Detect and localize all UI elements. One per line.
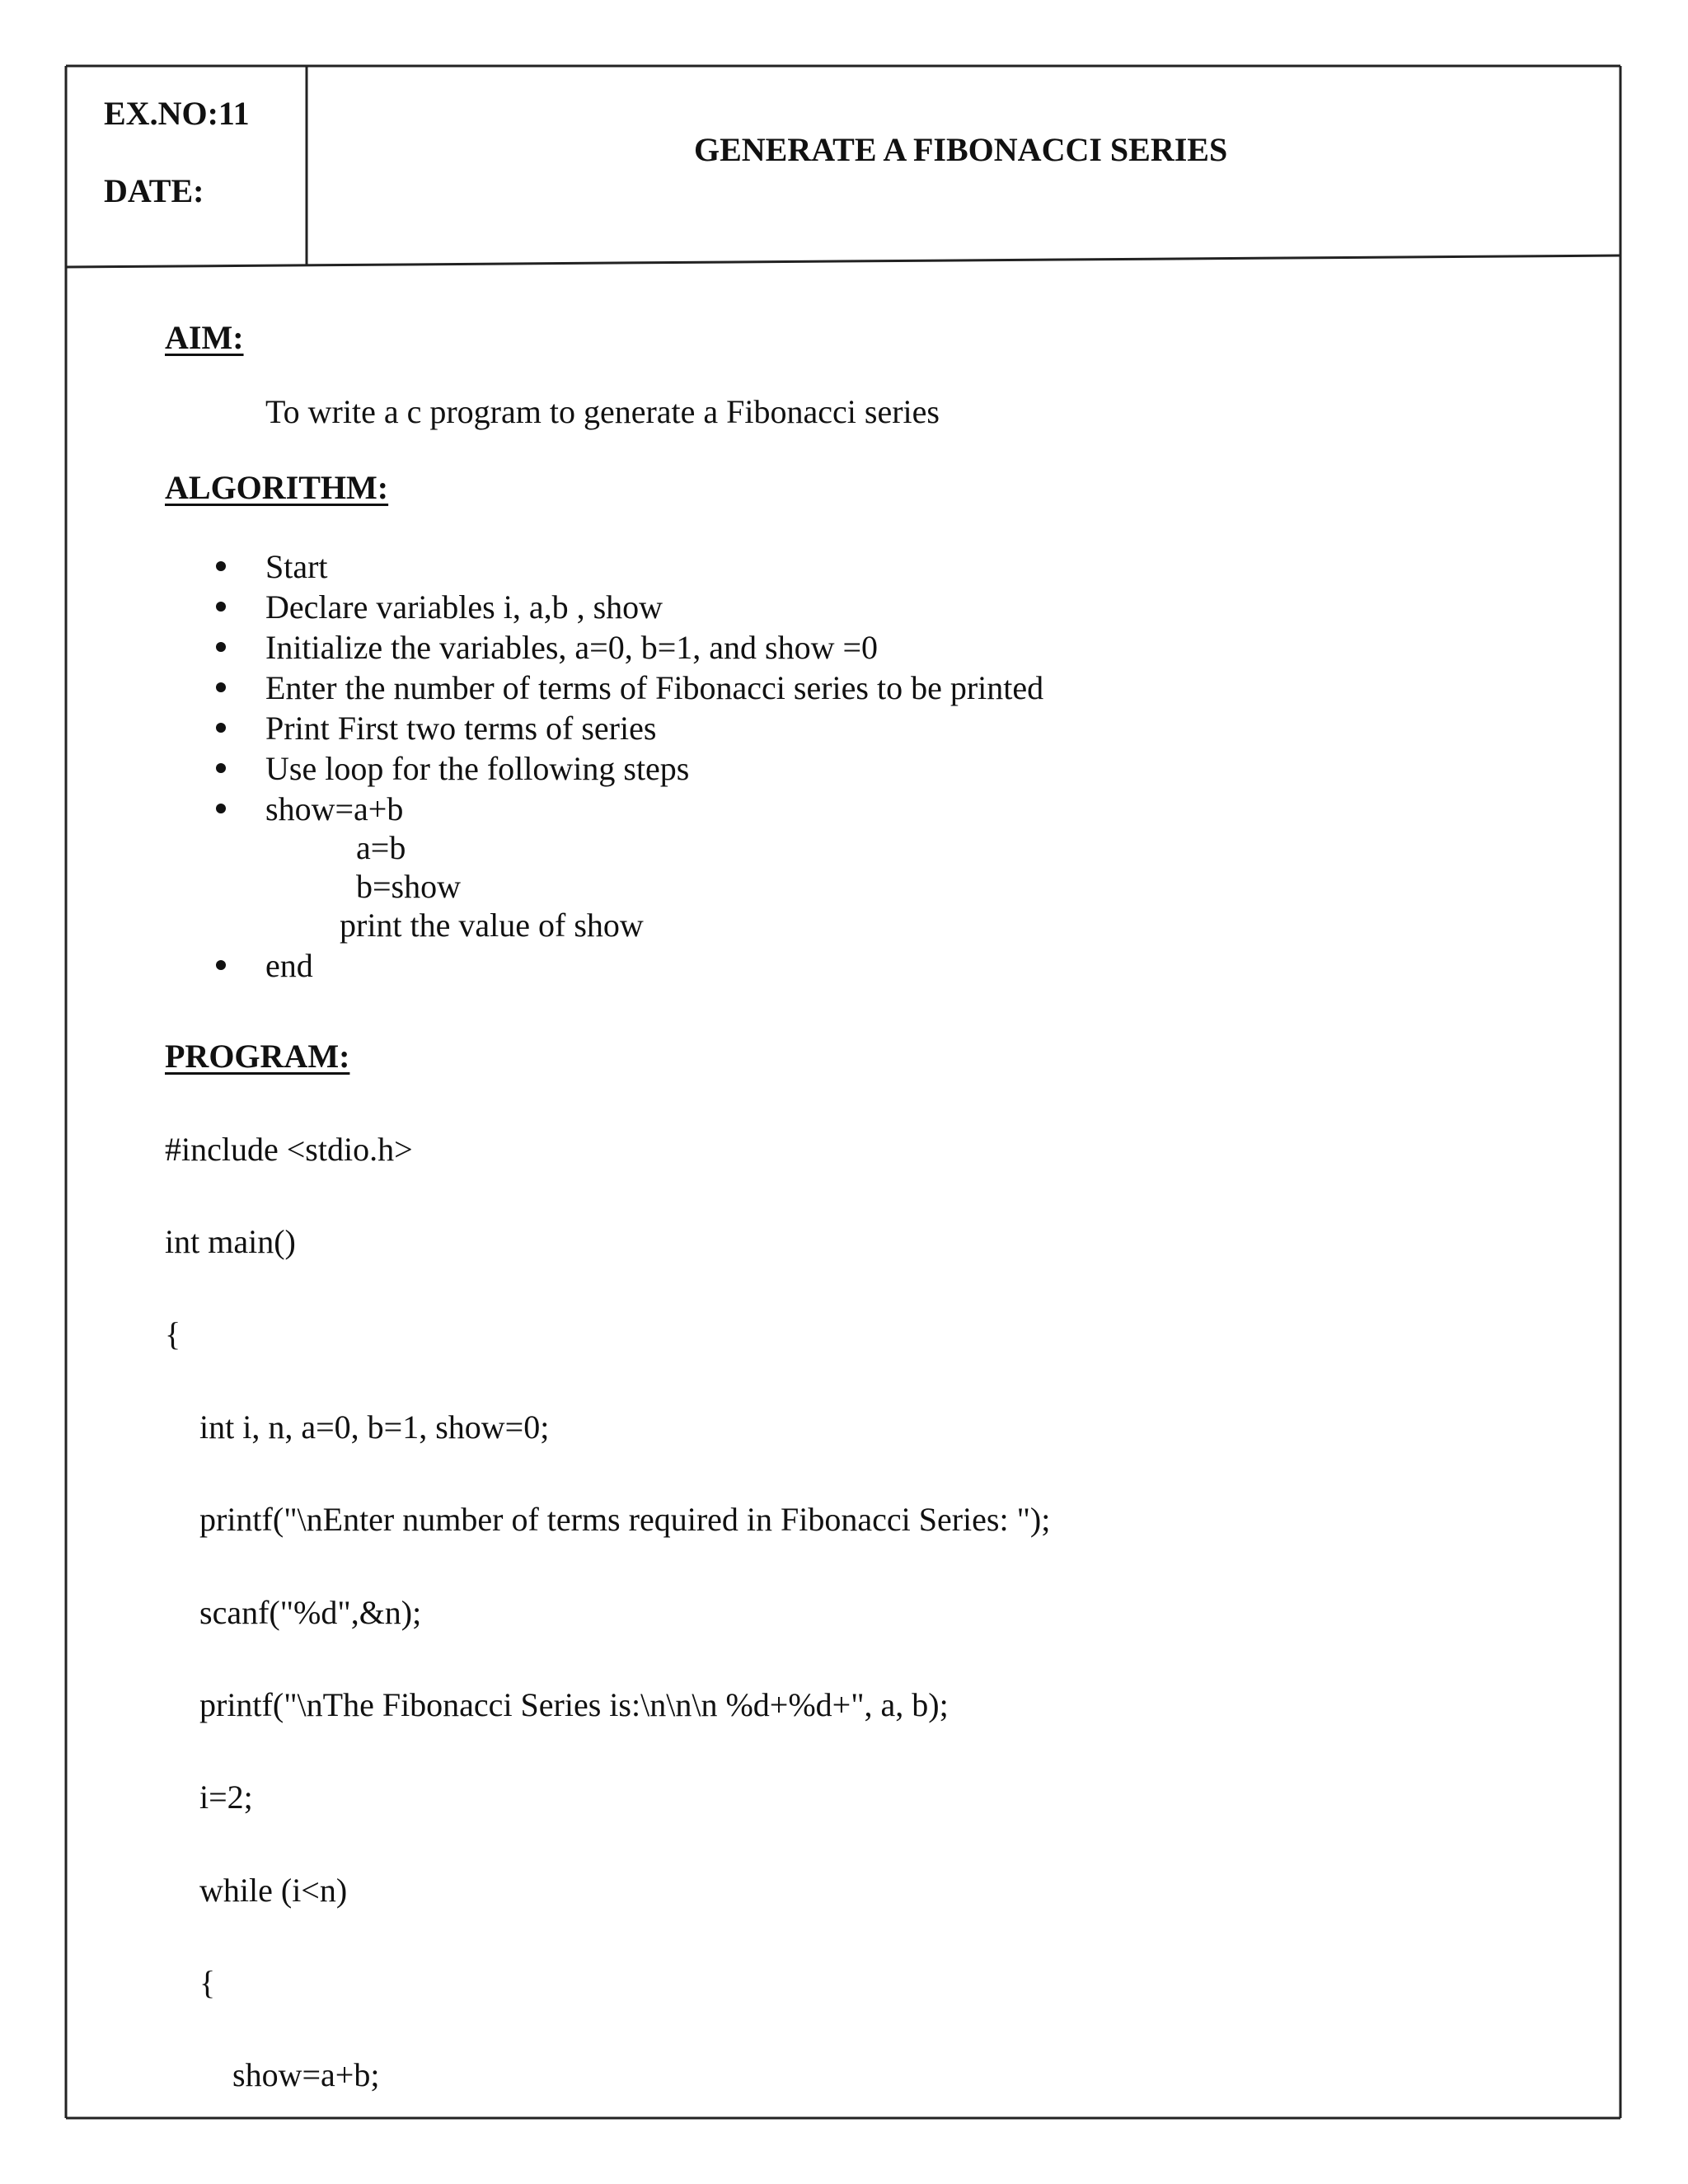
bullet-icon <box>216 602 226 612</box>
code-line: int i, n, a=0, b=1, show=0; <box>199 1408 550 1446</box>
algorithm-heading: ALGORITHM: <box>165 469 389 506</box>
bullet-icon <box>216 642 226 652</box>
bullet-icon <box>216 561 226 571</box>
code-line: printf("\nThe Fibonacci Series is:\n\n\n %d+%d+", a, b); <box>199 1686 949 1723</box>
bullet-icon <box>216 804 226 813</box>
algorithm-step: show=a+b <box>265 790 404 827</box>
loop-body-line: print the value of show <box>340 907 644 944</box>
aim-heading: AIM: <box>165 319 244 356</box>
code-line: { <box>165 1315 181 1352</box>
bullet-icon <box>216 763 226 773</box>
bullet-icon <box>216 960 226 970</box>
bullet-icon <box>216 723 226 733</box>
code-line: int main() <box>165 1223 296 1260</box>
algorithm-step: end <box>265 947 313 984</box>
algorithm-step: Start <box>265 548 328 585</box>
header-divider <box>66 255 1620 267</box>
algorithm-step: Print First two terms of series <box>265 710 657 747</box>
algorithm-step: Use loop for the following steps <box>265 750 690 787</box>
code-line: printf("\nEnter number of terms required in Fibonacci Series: "); <box>199 1501 1051 1538</box>
code-line: show=a+b; <box>232 2056 380 2093</box>
bullet-icon <box>216 682 226 692</box>
algorithm-step: Initialize the variables, a=0, b=1, and show =0 <box>265 629 879 666</box>
code-line: while (i<n) <box>199 1872 348 1909</box>
loop-body-line: b=show <box>356 868 462 905</box>
code-line: scanf("%d",&n); <box>199 1594 422 1631</box>
algorithm-step: Declare variables i, a,b , show <box>265 588 663 626</box>
loop-body-line: a=b <box>356 829 406 866</box>
algorithm-step: Enter the number of terms of Fibonacci series to be printed <box>265 669 1044 706</box>
aim-text: To write a c program to generate a Fibonacci series <box>265 393 940 430</box>
program-heading: PROGRAM: <box>165 1038 350 1075</box>
ex-no-label: EX.NO:11 <box>104 95 250 132</box>
code-line: #include <stdio.h> <box>165 1131 413 1168</box>
code-line: { <box>199 1964 216 2001</box>
date-label: DATE: <box>104 172 204 209</box>
page-title: GENERATE A FIBONACCI SERIES <box>694 131 1228 168</box>
code-line: i=2; <box>199 1779 253 1816</box>
